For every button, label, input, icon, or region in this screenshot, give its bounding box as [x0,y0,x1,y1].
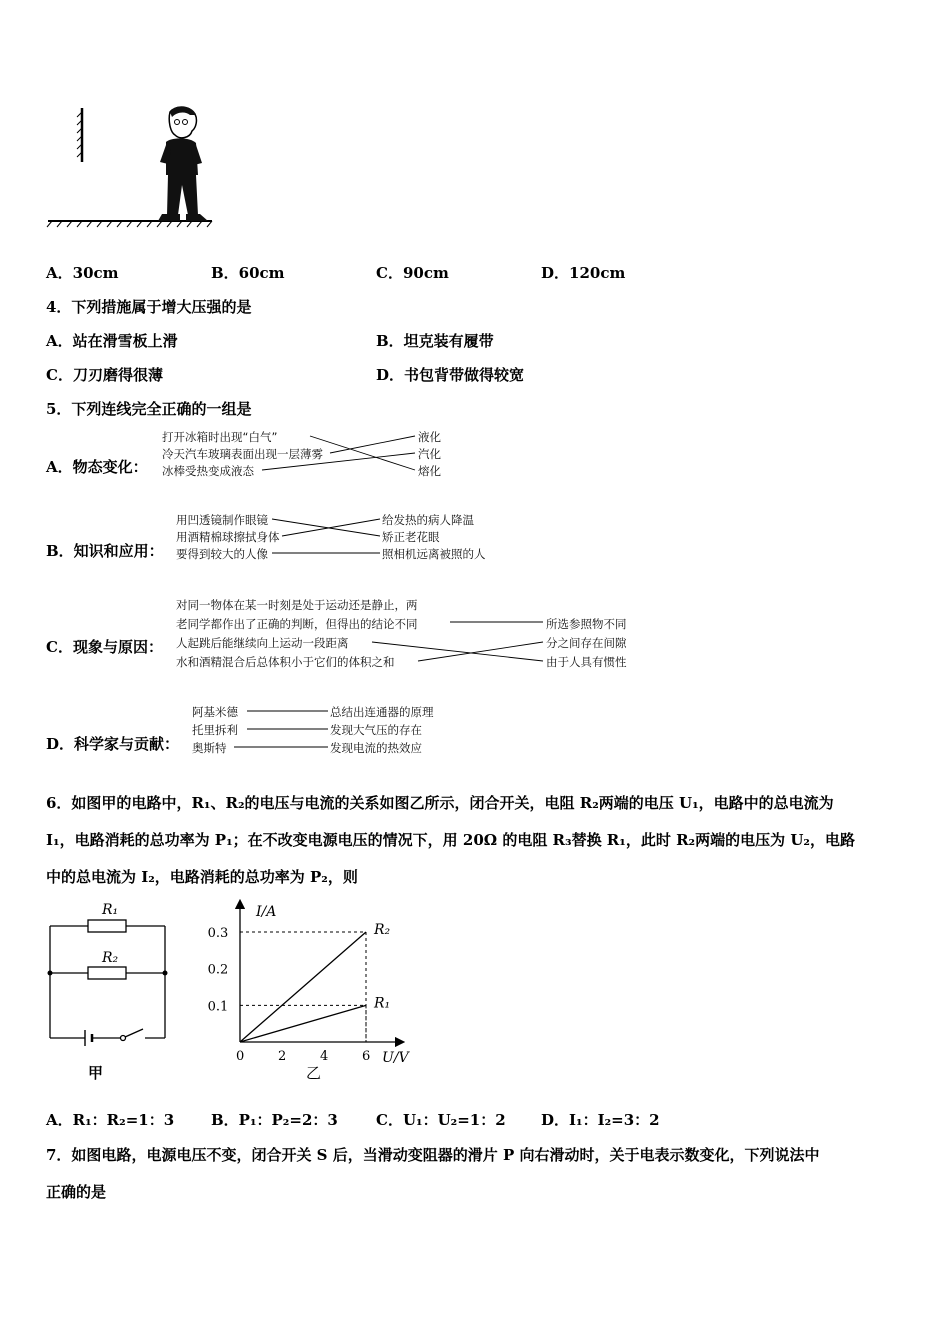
q6-option-a[interactable]: A．R₁：R₂=1：3 [46,1111,175,1129]
q5-option-d-label[interactable]: D．科学家与贡献： [46,735,180,753]
q3-option-d[interactable]: D．120cm [541,264,626,282]
q6-option-c[interactable]: C．U₁：U₂=1：2 [376,1111,506,1129]
q4-option-c[interactable]: C．刀刃磨得很薄 [46,366,163,384]
circuit-caption: 甲 [88,1064,104,1082]
q5c-right-3: 由于人具有惯性 [546,655,627,669]
circuit-diagram-jia [40,900,180,1090]
x-tick-label: 0 [236,1049,245,1064]
x-tick-label: 4 [320,1049,329,1064]
q5-option-c-label[interactable]: C．现象与原因： [46,638,163,656]
q5a-left-2: 冷天汽车玻璃表面出现一层薄雾 [162,447,323,461]
q5c-left-3: 人起跳后能继续向上运动一段距离 [176,636,349,650]
q3-option-b[interactable]: B．60cm [211,264,285,282]
q6-stem-line2: I₁，电路消耗的总功率为 P₁；在不改变电源电压的情况下，用 20Ω 的电阻 R₃替换 R₁，此时 R₂两端的电压为 U₂，电路 [46,831,855,849]
q5c-left-1: 对同一物体在某一时刻是处于运动还是静止，两 [176,598,418,612]
q6-option-d[interactable]: D．I₁：I₂=3：2 [541,1111,660,1129]
resistor-r2 [88,967,126,979]
q5d-right-2: 发现大气压的存在 [330,723,422,737]
series-line-1 [240,932,366,1042]
q5d-left-2: 托里拆利 [192,723,238,737]
q6-option-b[interactable]: B．P₁：P₂=2：3 [211,1111,338,1129]
q5b-right-3: 照相机远离被照的人 [382,547,486,561]
r1-label: R₁ [102,902,119,918]
q5c-right-1: 所选参照物不同 [546,617,627,631]
q5c-left-2: 老同学都作出了正确的判断，但得出的结论不同 [176,617,418,631]
q5a-right-2: 汽化 [418,447,441,461]
series-line-2 [240,1005,366,1042]
y-tick-label: 0.2 [207,962,229,978]
q5b-right-1: 给发热的病人降温 [382,513,474,527]
q5-stem: 5．下列连线完全正确的一组是 [46,400,252,418]
q3-option-c[interactable]: C．90cm [376,264,449,282]
q5c-right-2: 分之间存在间隙 [546,636,627,650]
q5a-left-1: 打开冰箱时出现“白气” [162,430,278,444]
q7-stem-line2: 正确的是 [46,1183,107,1201]
q7-stem-line1: 7．如图电路，电源电压不变，闭合开关 S 后，当滑动变阻器的滑片 P 向右滑动时，关于电表示数变化，下列说法中 [46,1146,820,1164]
chart-caption: 乙 [306,1064,322,1082]
q5a-left-3: 冰棒受热变成液态 [162,464,254,478]
q5d-right-1: 总结出连通器的原理 [330,705,434,719]
q5b-left-2: 用酒精棉球擦拭身体 [176,530,280,544]
q3-option-a[interactable]: A．30cm [46,264,119,282]
series-label-2: R₁ [374,995,391,1012]
x-tick-label: 6 [362,1049,371,1064]
q4-option-a[interactable]: A．站在滑雪板上滑 [46,332,178,350]
resistor-r1 [88,920,126,932]
q4-stem: 4．下列措施属于增大压强的是 [46,298,252,316]
q5b-right-2: 矫正老花眼 [382,530,440,544]
q5c-left-4: 水和酒精混合后总体积小于它们的体积之和 [176,655,395,669]
iu-graph-yi [207,898,420,1088]
q6-stem-line3: 中的总电流为 I₂，电路消耗的总功率为 P₂，则 [46,868,358,886]
q5a-right-1: 液化 [418,430,441,444]
q5b-left-1: 用凹透镜制作眼镜 [176,513,268,527]
y-tick-label: 0.3 [207,926,229,941]
q5b-left-3: 要得到较大的人像 [176,547,268,561]
series-label-1: R₂ [374,922,391,938]
q4-option-b[interactable]: B．坦克装有履带 [376,332,494,350]
q6-stem-line1: 6．如图甲的电路中，R₁、R₂的电压与电流的关系如图乙所示，闭合开关，电阻 R₂两端的电压 U₁，电路中的总电流为 [46,794,834,812]
r2-label: R₂ [102,950,119,966]
y-axis-label: I/A [256,904,277,920]
y-tick-label: 0.1 [207,999,229,1015]
q5-option-b-label[interactable]: B．知识和应用： [46,542,164,560]
q5-option-a-label[interactable]: A．物态变化： [46,458,148,476]
q5d-left-3: 奥斯特 [192,741,227,755]
x-tick-label: 2 [278,1049,287,1064]
q5a-right-3: 熔化 [418,464,441,478]
q4-option-d[interactable]: D．书包背带做得较宽 [376,366,525,384]
q5d-right-3: 发现电流的热效应 [330,741,422,755]
x-axis-label: U/V [382,1050,409,1066]
q5d-left-1: 阿基米德 [192,705,238,719]
